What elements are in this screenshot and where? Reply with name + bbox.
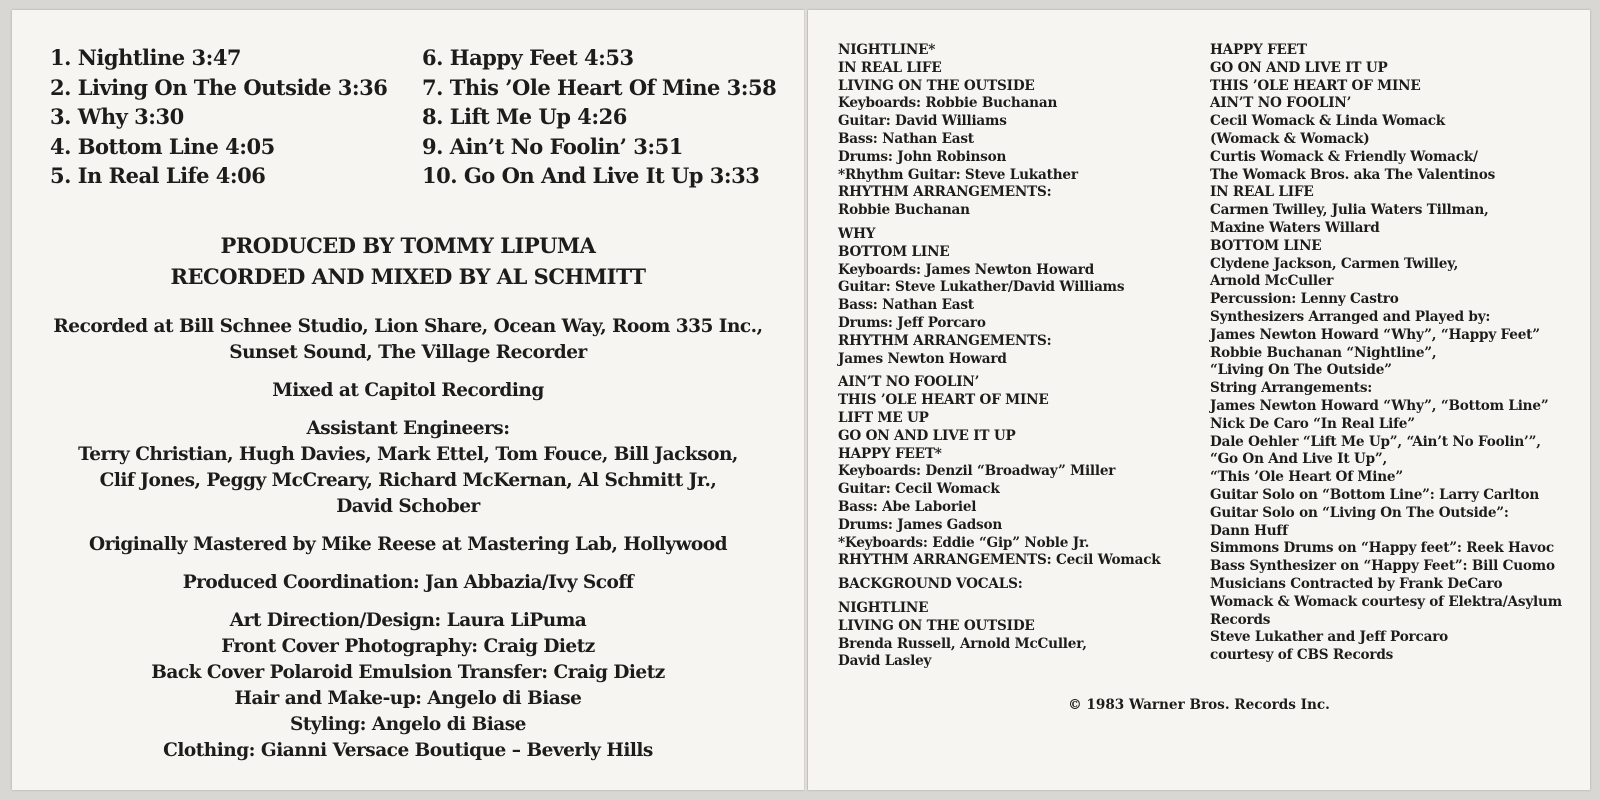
track-item: 5. In Real Life 4:06 [50, 163, 266, 188]
studios-credit [12, 314, 804, 366]
credit-line: David Lasley [838, 653, 932, 670]
credit-line: Guitar Solo on “Bottom Line”: Larry Carlton [1210, 486, 1540, 503]
credit-line: THIS ’OLE HEART OF MINE [1210, 77, 1421, 94]
credit-line: LIVING ON THE OUTSIDE [838, 617, 1035, 634]
art-credit-line: Art Direction/Design: Laura LiPuma [229, 610, 587, 631]
mixed-credit: Mixed at Capitol Recording [272, 380, 544, 401]
art-credit-line: Clothing: Gianni Versace Boutique – Beverly Hills [163, 740, 653, 761]
credit-line: Maxine Waters Willard [1210, 219, 1380, 236]
credit-line: Guitar: Cecil Womack [838, 481, 1000, 498]
credit-line: Womack & Womack courtesy of Elektra/Asylum [1210, 593, 1562, 610]
credit-line: Drums: James Gadson [838, 516, 1003, 533]
credit-line: Guitar: Steve Lukather/David Williams [838, 279, 1125, 296]
credit-line: Bass: Nathan East [838, 297, 974, 314]
assistant-engineers [12, 416, 804, 520]
credit-line: Keyboards: Robbie Buchanan [838, 95, 1058, 112]
credit-line: Bass: Abe Laboriel [838, 498, 977, 515]
credit-line: IN REAL LIFE [838, 59, 942, 76]
studios-line: Sunset Sound, The Village Recorder [229, 342, 587, 363]
credit-line: GO ON AND LIVE IT UP [1210, 59, 1388, 76]
credit-line: Robbie Buchanan “Nightline”, [1210, 344, 1437, 361]
track-column-2 [422, 43, 776, 191]
credit-line: James Newton Howard “Why”, “Bottom Line” [1210, 397, 1549, 414]
credit-line: Musicians Contracted by Frank DeCaro [1210, 575, 1503, 592]
credit-line: NIGHTLINE* [838, 42, 936, 58]
credit-line: LIFT ME UP [838, 409, 929, 426]
assistant-title: Assistant Engineers: [306, 418, 510, 439]
credit-line: Robbie Buchanan [838, 202, 970, 219]
art-credit-line: Styling: Angelo di Biase [290, 714, 526, 735]
credit-line: Simmons Drums on “Happy feet”: Reek Havoc [1210, 540, 1554, 557]
credit-line: LIVING ON THE OUTSIDE [838, 77, 1035, 94]
credit-line: AIN’T NO FOOLIN’ [1210, 95, 1352, 112]
credit-line: Records [1210, 611, 1271, 628]
credit-line: AIN’T NO FOOLIN’ [838, 374, 980, 391]
credit-line: *Rhythm Guitar: Steve Lukather [838, 166, 1078, 183]
credit-line: Bass: Nathan East [838, 130, 974, 147]
credit-line: String Arrangements: [1210, 380, 1373, 397]
art-credit-line: Front Cover Photography: Craig Dietz [221, 636, 595, 657]
copyright-notice: © 1983 Warner Bros. Records Inc. [1068, 697, 1330, 713]
credit-line: NIGHTLINE [838, 599, 929, 616]
track-item: 6. Happy Feet 4:53 [422, 45, 634, 70]
credit-line: RHYTHM ARRANGEMENTS: [838, 332, 1052, 349]
credit-line: (Womack & Womack) [1210, 130, 1370, 147]
studios-line: Recorded at Bill Schnee Studio, Lion Share, Ocean Way, Room 335 Inc., [53, 316, 763, 337]
credit-line: Curtis Womack & Friendly Womack/ [1210, 148, 1478, 165]
credit-line: Percussion: Lenny Castro [1210, 291, 1399, 308]
credit-line: James Newton Howard [838, 350, 1007, 367]
credit-line: Drums: Jeff Porcaro [838, 314, 986, 331]
credit-line: BOTTOM LINE [838, 243, 950, 260]
track-item: 1. Nightline 3:47 [50, 45, 242, 70]
coordination-credit: Produced Coordination: Jan Abbazia/Ivy Scoff [182, 572, 634, 593]
credit-line: IN REAL LIFE [1210, 184, 1314, 201]
track-column-1 [50, 43, 422, 191]
credit-line: Nick De Caro “In Real Life” [1210, 415, 1415, 432]
left-page [12, 10, 804, 790]
producer-credit: PRODUCED BY TOMMY LIPUMA [220, 233, 596, 258]
credit-line: Bass Synthesizer on “Happy Feet”: Bill Cuomo [1210, 558, 1555, 575]
mastering-credit: Originally Mastered by Mike Reese at Mastering Lab, Hollywood [88, 534, 728, 555]
credit-line: courtesy of CBS Records [1210, 647, 1394, 664]
track-item: 7. This ’Ole Heart Of Mine 3:58 [422, 74, 777, 100]
track-item: 9. Ain’t No Foolin’ 3:51 [422, 133, 683, 159]
credit-line: HAPPY FEET* [838, 445, 942, 462]
track-item: 10. Go On And Live It Up 3:33 [422, 163, 760, 188]
track-item: 4. Bottom Line 4:05 [50, 133, 275, 159]
credit-section [838, 374, 1161, 570]
credit-line: Drums: John Robinson [838, 148, 1007, 165]
credit-line: Keyboards: James Newton Howard [838, 261, 1094, 278]
track-item: 2. Living On The Outside 3:36 [50, 74, 388, 100]
art-credits [12, 608, 804, 764]
credit-line: Cecil Womack & Linda Womack [1210, 113, 1446, 130]
credit-line: Clydene Jackson, Carmen Twilley, [1210, 255, 1459, 272]
art-credit-line: Hair and Make-up: Angelo di Biase [234, 688, 582, 709]
credit-line: Dale Oehler “Lift Me Up”, “Ain’t No Foolin’”, [1210, 433, 1541, 450]
assistant-line: Clif Jones, Peggy McCreary, Richard McKernan, Al Schmitt Jr., [99, 470, 717, 491]
credit-line: RHYTHM ARRANGEMENTS: Cecil Womack [838, 552, 1161, 569]
credit-line: The Womack Bros. aka The Valentinos [1210, 166, 1496, 183]
credit-line: THIS ’OLE HEART OF MINE [838, 392, 1049, 409]
credit-line: “This ’Ole Heart Of Mine” [1210, 469, 1403, 486]
credit-line: Carmen Twilley, Julia Waters Tillman, [1210, 202, 1489, 219]
credit-line: Brenda Russell, Arnold McCuller, [838, 635, 1087, 652]
credit-line: Guitar Solo on “Living On The Outside”: [1210, 504, 1509, 521]
credit-line: Keyboards: Denzil “Broadway” Miller [838, 463, 1116, 480]
credit-line: GO ON AND LIVE IT UP [838, 427, 1016, 444]
credit-line: *Keyboards: Eddie “Gip” Noble Jr. [838, 534, 1090, 551]
track-list [50, 43, 790, 191]
track-item: 8. Lift Me Up 4:26 [422, 104, 627, 129]
assistant-line: David Schober [336, 496, 480, 517]
credit-section [838, 576, 1161, 594]
credit-section [838, 600, 1161, 671]
credit-line: “Go On And Live It Up”, [1210, 451, 1388, 468]
musician-credits-column-2 [1210, 42, 1562, 665]
right-page [808, 10, 1590, 790]
art-credit-line: Back Cover Polaroid Emulsion Transfer: Craig Dietz [151, 662, 665, 683]
assistant-line: Terry Christian, Hugh Davies, Mark Ettel, Tom Fouce, Bill Jackson, [78, 444, 738, 465]
credit-line: Guitar: David Williams [838, 113, 1007, 130]
production-credits [12, 230, 804, 764]
credit-line: Arnold McCuller [1210, 273, 1334, 290]
credit-line: Synthesizers Arranged and Played by: [1210, 308, 1491, 325]
credit-line: Dann Huff [1210, 522, 1288, 539]
credit-line: “Living On The Outside” [1210, 362, 1392, 379]
recording-credit: RECORDED AND MIXED BY AL SCHMITT [170, 264, 646, 289]
credit-line: Steve Lukather and Jeff Porcaro [1210, 629, 1449, 646]
credit-line: RHYTHM ARRANGEMENTS: [838, 184, 1052, 201]
credit-section [838, 42, 1161, 220]
musician-credits-column-1 [838, 42, 1161, 671]
credit-line: WHY [838, 225, 876, 242]
credit-line: James Newton Howard “Why”, “Happy Feet” [1210, 326, 1540, 343]
credit-section [838, 226, 1161, 368]
track-item: 3. Why 3:30 [50, 104, 184, 129]
credit-line: HAPPY FEET [1210, 42, 1307, 58]
credit-section [1210, 42, 1562, 665]
credit-line: BACKGROUND VOCALS: [838, 576, 1023, 593]
credit-line: BOTTOM LINE [1210, 237, 1322, 254]
